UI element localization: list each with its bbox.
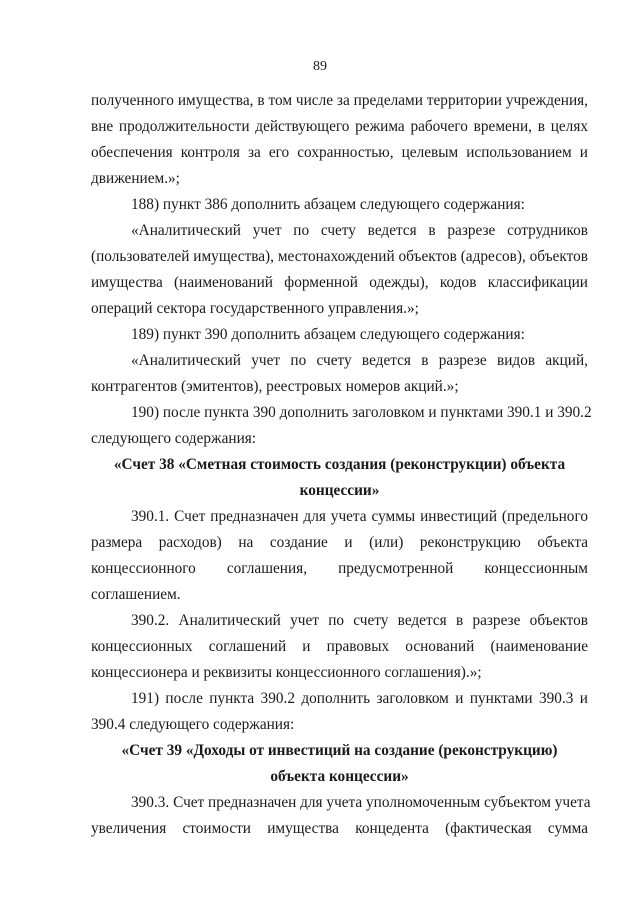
- text-line: 189) пункт 390 дополнить абзацем следующего содержания:: [131, 326, 525, 343]
- text-line: вне продолжительности действующего режима рабочего времени, в целях: [91, 118, 588, 135]
- section-heading: «Счет 38 «Сметная стоимость создания (реконструкции) объекта: [113, 456, 566, 473]
- text-line: размера расходов) на создание и (или) реконструкцию объекта: [91, 534, 588, 551]
- text-line: концессионных соглашений и правовых оснований (наименование: [91, 638, 588, 655]
- text-line: 390.1. Счет предназначен для учета суммы инвестиций (предельного: [131, 508, 588, 525]
- text-line: концессионного соглашения, предусмотренной концессионным: [91, 560, 588, 577]
- text-line: движением.»;: [91, 170, 180, 187]
- text-line: 190) после пункта 390 дополнить заголовком и пунктами 390.1 и 390.2: [131, 404, 592, 421]
- text-line: следующего содержания:: [91, 430, 257, 447]
- text-line: операций сектора государственного управления.»;: [91, 300, 419, 317]
- text-line: 390.3. Счет предназначен для учета уполномоченным субъектом учета: [131, 794, 591, 811]
- page-number: 89: [313, 59, 327, 74]
- text-line: контрагентов (эмитентов), реестровых номеров акций.»;: [91, 378, 459, 395]
- text-line: (пользователей имущества), местонахождений объектов (адресов), объектов: [91, 248, 588, 265]
- text-line: обеспечения контроля за его сохранностью, целевым использованием и: [91, 144, 588, 161]
- section-heading: «Счет 39 «Доходы от инвестиций на создание (реконструкцию): [121, 742, 558, 759]
- text-line: 390.2. Аналитический учет по счету ведется в разрезе объектов: [131, 612, 588, 629]
- text-line: «Аналитический учет по счету ведется в разрезе сотрудников: [131, 222, 588, 239]
- text-line: имущества (наименований форменной одежды), кодов классификации: [91, 274, 588, 291]
- text-line: 188) пункт 386 дополнить абзацем следующего содержания:: [131, 196, 525, 213]
- text-line: полученного имущества, в том числе за пределами территории учреждения,: [91, 92, 588, 109]
- text-line: 390.4 следующего содержания:: [91, 716, 295, 733]
- section-heading: объекта концессии»: [270, 768, 409, 785]
- text-line: концессионера и реквизиты концессионного соглашения).»;: [91, 664, 482, 681]
- text-line: соглашением.: [91, 586, 181, 603]
- section-heading: концессии»: [299, 482, 380, 499]
- text-line: 191) после пункта 390.2 дополнить заголовком и пунктами 390.3 и: [131, 690, 588, 707]
- text-line: «Аналитический учет по счету ведется в разрезе видов акций,: [131, 352, 588, 369]
- text-line: увеличения стоимости имущества концедента (фактическая сумма: [91, 820, 588, 837]
